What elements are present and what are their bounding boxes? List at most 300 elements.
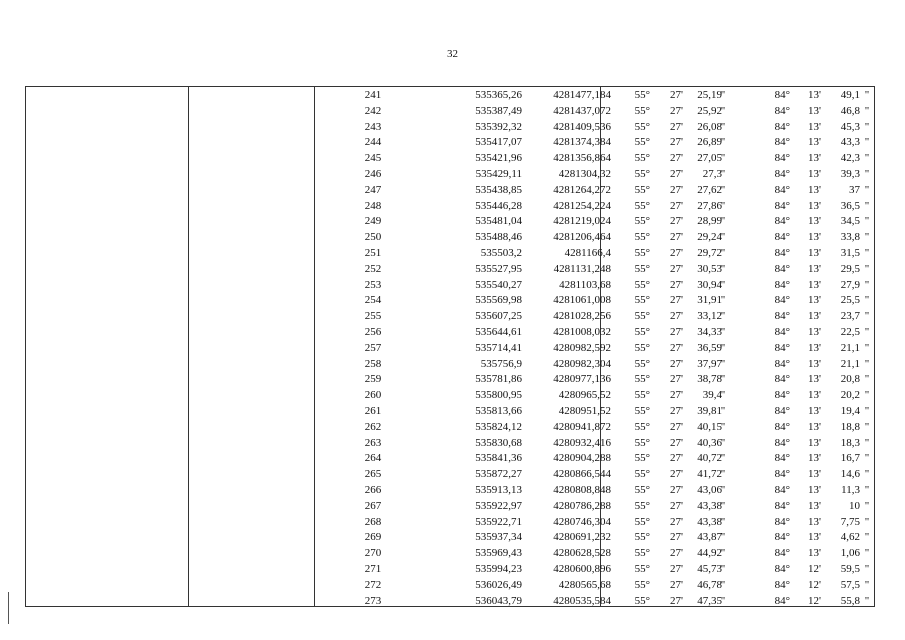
latitude-minutes: 27' [670, 152, 683, 165]
longitude-degrees: 84° [774, 199, 790, 212]
point-number: 272 [364, 578, 382, 591]
x-coordinate: 535607,25 [475, 310, 522, 323]
longitude-minutes: 13' [808, 262, 821, 275]
longitude-minutes: 13' [808, 468, 821, 481]
latitude-minutes: 27' [670, 373, 683, 386]
longitude-degrees: 84° [774, 120, 790, 133]
longitude-seconds-mark: " [864, 484, 870, 496]
latitude-degrees: 55° [634, 136, 650, 149]
longitude-minutes: 13' [808, 247, 821, 259]
y-coordinate: 4281166,4 [564, 247, 611, 259]
latitude-seconds-mark: " [720, 389, 726, 402]
longitude-seconds-mark: " [864, 499, 870, 512]
point-number: 263 [364, 436, 382, 449]
x-coordinate: 535488,46 [475, 231, 522, 244]
longitude-seconds: 46,8 [840, 104, 860, 117]
latitude-degrees: 55° [634, 215, 650, 228]
latitude-seconds-mark: " [720, 136, 726, 149]
longitude-degrees: 84° [774, 262, 790, 275]
latitude-minutes: 27' [670, 104, 683, 117]
longitude-degrees: 84° [774, 499, 790, 512]
longitude-seconds-mark: " [864, 468, 870, 481]
table-row [26, 467, 876, 483]
point-number: 252 [364, 262, 382, 275]
y-coordinate: 4280932,416 [553, 436, 611, 449]
longitude-minutes: 13' [808, 168, 821, 180]
longitude-seconds-mark: " [864, 120, 870, 133]
latitude-seconds: 34,33 [697, 326, 722, 338]
latitude-seconds-mark: " [720, 104, 726, 117]
margin-mark [8, 592, 9, 624]
latitude-seconds: 41,72 [697, 468, 722, 481]
table-row [26, 120, 876, 136]
latitude-degrees: 55° [634, 89, 650, 101]
table-row [26, 436, 876, 452]
longitude-degrees: 84° [774, 136, 790, 149]
y-coordinate: 4281409,536 [553, 120, 611, 133]
latitude-seconds: 47,35 [697, 594, 722, 607]
y-coordinate: 4280866,544 [553, 468, 611, 481]
longitude-degrees: 84° [774, 405, 790, 417]
point-number: 262 [364, 420, 382, 433]
longitude-seconds: 36,5 [840, 199, 860, 212]
x-coordinate: 535392,32 [475, 120, 522, 133]
latitude-seconds-mark: " [720, 452, 726, 465]
x-coordinate: 535387,49 [475, 104, 522, 117]
longitude-seconds: 4,62 [840, 531, 860, 544]
latitude-seconds: 28,99 [697, 215, 722, 228]
table-row [26, 515, 876, 531]
point-number: 267 [364, 499, 382, 512]
latitude-degrees: 55° [634, 405, 650, 417]
longitude-seconds: 21,1 [840, 341, 860, 354]
latitude-seconds: 29,72 [697, 247, 722, 259]
longitude-degrees: 84° [774, 231, 790, 244]
latitude-minutes: 27' [670, 215, 683, 228]
longitude-minutes: 13' [808, 199, 821, 212]
latitude-seconds: 33,12 [697, 310, 722, 323]
latitude-minutes: 27' [670, 357, 683, 370]
longitude-seconds-mark: " [864, 136, 870, 149]
latitude-seconds: 26,08 [697, 120, 722, 133]
longitude-seconds: 16,7 [840, 452, 860, 465]
longitude-seconds: 37 [849, 183, 860, 196]
longitude-seconds: 21,1 [840, 357, 860, 370]
y-coordinate: 4280941,872 [553, 420, 611, 433]
point-number: 269 [364, 531, 382, 544]
latitude-degrees: 55° [634, 278, 650, 291]
longitude-minutes: 13' [808, 326, 821, 338]
y-coordinate: 4280808,848 [553, 484, 611, 496]
table-row [26, 199, 876, 215]
y-coordinate: 4281008,032 [553, 326, 611, 338]
latitude-seconds: 25,19 [697, 89, 722, 101]
latitude-seconds-mark: " [720, 578, 726, 591]
longitude-minutes: 13' [808, 484, 821, 496]
table-row [26, 278, 876, 294]
y-coordinate: 4280982,592 [553, 341, 611, 354]
latitude-degrees: 55° [634, 499, 650, 512]
y-coordinate: 4281374,384 [553, 136, 611, 149]
point-number: 249 [364, 215, 382, 228]
latitude-minutes: 27' [670, 468, 683, 481]
latitude-seconds: 31,91 [697, 294, 722, 307]
y-coordinate: 4281304,32 [558, 168, 611, 180]
longitude-degrees: 84° [774, 468, 790, 481]
point-number: 273 [364, 594, 382, 607]
page-number: 32 [447, 48, 458, 60]
latitude-seconds: 45,73 [697, 563, 722, 575]
point-number: 257 [364, 341, 382, 354]
longitude-minutes: 13' [808, 420, 821, 433]
table-row [26, 483, 876, 499]
y-coordinate: 4281219,024 [553, 215, 611, 228]
y-coordinate: 4280600,896 [553, 563, 611, 575]
longitude-seconds: 14,6 [840, 468, 860, 481]
longitude-degrees: 84° [774, 452, 790, 465]
longitude-seconds-mark: " [864, 357, 870, 370]
latitude-degrees: 55° [634, 452, 650, 465]
latitude-seconds-mark: " [720, 594, 726, 607]
latitude-seconds-mark: " [720, 341, 726, 354]
longitude-minutes: 13' [808, 357, 821, 370]
longitude-seconds-mark: " [864, 215, 870, 228]
y-coordinate: 4280628,528 [553, 547, 611, 560]
latitude-minutes: 27' [670, 389, 683, 402]
latitude-degrees: 55° [634, 594, 650, 607]
latitude-minutes: 27' [670, 120, 683, 133]
table-row [26, 325, 876, 341]
latitude-minutes: 27' [670, 341, 683, 354]
table-row [26, 214, 876, 230]
longitude-seconds: 10 [849, 499, 860, 512]
latitude-seconds-mark: " [720, 120, 726, 133]
longitude-seconds: 34,5 [840, 215, 860, 228]
x-coordinate: 535527,95 [475, 262, 522, 275]
latitude-degrees: 55° [634, 420, 650, 433]
latitude-degrees: 55° [634, 484, 650, 496]
x-coordinate: 535872,27 [475, 468, 522, 481]
latitude-degrees: 55° [634, 231, 650, 244]
y-coordinate: 4280691,232 [553, 531, 611, 544]
longitude-degrees: 84° [774, 215, 790, 228]
y-coordinate: 4280746,304 [553, 515, 611, 528]
longitude-minutes: 13' [808, 136, 821, 149]
latitude-minutes: 27' [670, 199, 683, 212]
point-number: 243 [364, 120, 382, 133]
y-coordinate: 4280904,288 [553, 452, 611, 465]
latitude-seconds-mark: " [720, 262, 726, 275]
latitude-seconds: 27,3 [702, 168, 722, 180]
latitude-seconds: 40,72 [697, 452, 722, 465]
latitude-minutes: 27' [670, 594, 683, 607]
latitude-seconds-mark: " [720, 310, 726, 323]
x-coordinate: 535446,28 [475, 199, 522, 212]
point-number: 245 [364, 152, 382, 165]
latitude-degrees: 55° [634, 578, 650, 591]
y-coordinate: 4281131,248 [553, 262, 611, 275]
longitude-seconds-mark: " [864, 294, 870, 307]
longitude-degrees: 84° [774, 357, 790, 370]
y-coordinate: 4281206,464 [553, 231, 611, 244]
longitude-seconds-mark: " [864, 578, 870, 591]
point-number: 246 [364, 168, 382, 180]
latitude-minutes: 27' [670, 294, 683, 307]
table-row [26, 530, 876, 546]
latitude-seconds-mark: " [720, 547, 726, 560]
table-row [26, 230, 876, 246]
latitude-seconds: 38,78 [697, 373, 722, 386]
x-coordinate: 535813,66 [475, 405, 522, 417]
longitude-minutes: 13' [808, 341, 821, 354]
y-coordinate: 4281477,184 [553, 89, 611, 101]
y-coordinate: 4281061,008 [553, 294, 611, 307]
latitude-seconds: 30,94 [697, 278, 722, 291]
point-number: 244 [364, 136, 382, 149]
longitude-seconds-mark: " [864, 152, 870, 165]
point-number: 247 [364, 183, 382, 196]
x-coordinate: 536043,79 [475, 594, 522, 607]
latitude-minutes: 27' [670, 262, 683, 275]
longitude-seconds: 20,8 [840, 373, 860, 386]
longitude-minutes: 13' [808, 499, 821, 512]
y-coordinate: 4280951,52 [558, 405, 611, 417]
latitude-seconds-mark: " [720, 215, 726, 228]
point-number: 242 [364, 104, 382, 117]
longitude-degrees: 84° [774, 563, 790, 575]
longitude-seconds: 1,06 [840, 547, 860, 560]
longitude-seconds-mark: " [864, 199, 870, 212]
longitude-degrees: 84° [774, 420, 790, 433]
longitude-minutes: 13' [808, 310, 821, 323]
table-row [26, 293, 876, 309]
table-row [26, 246, 876, 262]
x-coordinate: 535922,97 [475, 499, 522, 512]
x-coordinate: 535841,36 [475, 452, 522, 465]
x-coordinate: 535781,86 [475, 373, 522, 386]
latitude-seconds: 44,92 [697, 547, 722, 560]
longitude-seconds: 42,3 [840, 152, 860, 165]
table-row [26, 183, 876, 199]
latitude-degrees: 55° [634, 199, 650, 212]
point-number: 266 [364, 484, 382, 496]
latitude-seconds-mark: " [720, 484, 726, 496]
x-coordinate: 535365,26 [475, 89, 522, 101]
longitude-minutes: 13' [808, 278, 821, 291]
x-coordinate: 535937,34 [475, 531, 522, 544]
latitude-seconds-mark: " [720, 183, 726, 196]
latitude-minutes: 27' [670, 89, 683, 101]
latitude-degrees: 55° [634, 436, 650, 449]
table-row [26, 420, 876, 436]
longitude-minutes: 13' [808, 515, 821, 528]
latitude-minutes: 27' [670, 326, 683, 338]
y-coordinate: 4280535,584 [553, 594, 611, 607]
x-coordinate: 535421,96 [475, 152, 522, 165]
longitude-minutes: 13' [808, 89, 821, 101]
longitude-seconds: 19,4 [840, 405, 860, 417]
y-coordinate: 4280982,304 [553, 357, 611, 370]
longitude-minutes: 12' [808, 594, 821, 607]
longitude-seconds-mark: " [864, 231, 870, 244]
x-coordinate: 535824,12 [475, 420, 522, 433]
table-row [26, 499, 876, 515]
longitude-seconds: 11,3 [841, 484, 860, 496]
longitude-degrees: 84° [774, 373, 790, 386]
y-coordinate: 4280786,288 [553, 499, 611, 512]
latitude-seconds-mark: " [720, 436, 726, 449]
latitude-degrees: 55° [634, 294, 650, 307]
latitude-seconds-mark: " [720, 499, 726, 512]
longitude-seconds-mark: " [864, 547, 870, 560]
latitude-seconds: 29,24 [697, 231, 722, 244]
point-number: 271 [364, 563, 382, 575]
table-row [26, 578, 876, 594]
x-coordinate: 535429,11 [475, 168, 522, 180]
longitude-minutes: 13' [808, 436, 821, 449]
table-row [26, 309, 876, 325]
longitude-seconds: 57,5 [840, 578, 860, 591]
table-row [26, 167, 876, 183]
latitude-minutes: 27' [670, 420, 683, 433]
longitude-minutes: 13' [808, 215, 821, 228]
latitude-seconds-mark: " [720, 278, 726, 291]
latitude-seconds-mark: " [720, 357, 726, 370]
latitude-seconds-mark: " [720, 89, 726, 101]
latitude-minutes: 27' [670, 231, 683, 244]
x-coordinate: 535800,95 [475, 389, 522, 402]
longitude-degrees: 84° [774, 247, 790, 259]
longitude-seconds-mark: " [864, 326, 870, 338]
latitude-minutes: 27' [670, 247, 683, 259]
latitude-seconds: 40,15 [697, 420, 722, 433]
x-coordinate: 535569,98 [475, 294, 522, 307]
table-row [26, 357, 876, 373]
table-row [26, 341, 876, 357]
longitude-degrees: 84° [774, 484, 790, 496]
longitude-seconds: 18,8 [840, 420, 860, 433]
longitude-seconds-mark: " [864, 436, 870, 449]
longitude-minutes: 13' [808, 373, 821, 386]
latitude-seconds-mark: " [720, 168, 726, 180]
latitude-minutes: 27' [670, 578, 683, 591]
latitude-minutes: 27' [670, 547, 683, 560]
longitude-seconds: 20,2 [840, 389, 860, 402]
x-coordinate: 535913,13 [475, 484, 522, 496]
latitude-degrees: 55° [634, 547, 650, 560]
latitude-degrees: 55° [634, 262, 650, 275]
longitude-seconds-mark: " [864, 563, 870, 575]
longitude-degrees: 84° [774, 310, 790, 323]
table-row [26, 451, 876, 467]
x-coordinate: 535503,2 [480, 247, 522, 259]
point-number: 255 [364, 310, 382, 323]
point-number: 253 [364, 278, 382, 291]
latitude-seconds-mark: " [720, 468, 726, 481]
longitude-seconds-mark: " [864, 168, 870, 180]
longitude-minutes: 13' [808, 152, 821, 165]
latitude-seconds-mark: " [720, 231, 726, 244]
longitude-seconds: 25,5 [840, 294, 860, 307]
point-number: 250 [364, 231, 382, 244]
longitude-seconds-mark: " [864, 341, 870, 354]
y-coordinate: 4281103,68 [559, 278, 611, 291]
longitude-seconds: 31,5 [840, 247, 860, 259]
longitude-degrees: 84° [774, 104, 790, 117]
longitude-seconds: 49,1 [840, 89, 860, 101]
longitude-degrees: 84° [774, 578, 790, 591]
latitude-seconds-mark: " [720, 373, 726, 386]
longitude-degrees: 84° [774, 436, 790, 449]
latitude-minutes: 27' [670, 310, 683, 323]
latitude-minutes: 27' [670, 563, 683, 575]
latitude-seconds-mark: " [720, 247, 726, 259]
latitude-seconds: 30,53 [697, 262, 722, 275]
y-coordinate: 4280965,52 [558, 389, 611, 402]
latitude-minutes: 27' [670, 531, 683, 544]
latitude-degrees: 55° [634, 120, 650, 133]
point-number: 258 [364, 357, 382, 370]
longitude-minutes: 13' [808, 104, 821, 117]
point-number: 241 [364, 89, 382, 101]
coordinates-table [25, 86, 875, 607]
table-row [26, 135, 876, 151]
longitude-seconds-mark: " [864, 89, 870, 101]
longitude-seconds-mark: " [864, 389, 870, 402]
latitude-seconds: 40,36 [697, 436, 722, 449]
x-coordinate: 535438,85 [475, 183, 522, 196]
longitude-seconds-mark: " [864, 405, 870, 417]
longitude-seconds: 59,5 [840, 563, 860, 575]
longitude-seconds: 22,5 [840, 326, 860, 338]
table-row [26, 562, 876, 578]
latitude-minutes: 27' [670, 515, 683, 528]
latitude-minutes: 27' [670, 405, 683, 417]
latitude-degrees: 55° [634, 563, 650, 575]
longitude-seconds-mark: " [864, 104, 870, 117]
longitude-minutes: 12' [808, 578, 821, 591]
longitude-seconds: 7,75 [840, 515, 860, 528]
latitude-seconds: 37,97 [697, 357, 722, 370]
latitude-degrees: 55° [634, 310, 650, 323]
longitude-seconds-mark: " [864, 183, 870, 196]
latitude-degrees: 55° [634, 341, 650, 354]
latitude-degrees: 55° [634, 168, 650, 180]
latitude-seconds: 39,4 [702, 389, 722, 402]
latitude-seconds: 36,59 [697, 341, 722, 354]
x-coordinate: 535969,43 [475, 547, 522, 560]
longitude-degrees: 84° [774, 389, 790, 402]
longitude-seconds: 55,8 [840, 594, 860, 607]
latitude-seconds: 43,38 [697, 515, 722, 528]
longitude-minutes: 13' [808, 183, 821, 196]
longitude-seconds: 33,8 [840, 231, 860, 244]
latitude-degrees: 55° [634, 183, 650, 196]
latitude-minutes: 27' [670, 183, 683, 196]
longitude-minutes: 13' [808, 231, 821, 244]
latitude-degrees: 55° [634, 468, 650, 481]
latitude-degrees: 55° [634, 104, 650, 117]
longitude-seconds-mark: " [864, 262, 870, 275]
longitude-degrees: 84° [774, 515, 790, 528]
longitude-minutes: 12' [808, 563, 821, 575]
point-number: 254 [364, 294, 382, 307]
longitude-minutes: 13' [808, 452, 821, 465]
latitude-minutes: 27' [670, 168, 683, 180]
point-number: 256 [364, 326, 382, 338]
longitude-minutes: 13' [808, 120, 821, 133]
latitude-seconds: 26,89 [697, 136, 722, 149]
